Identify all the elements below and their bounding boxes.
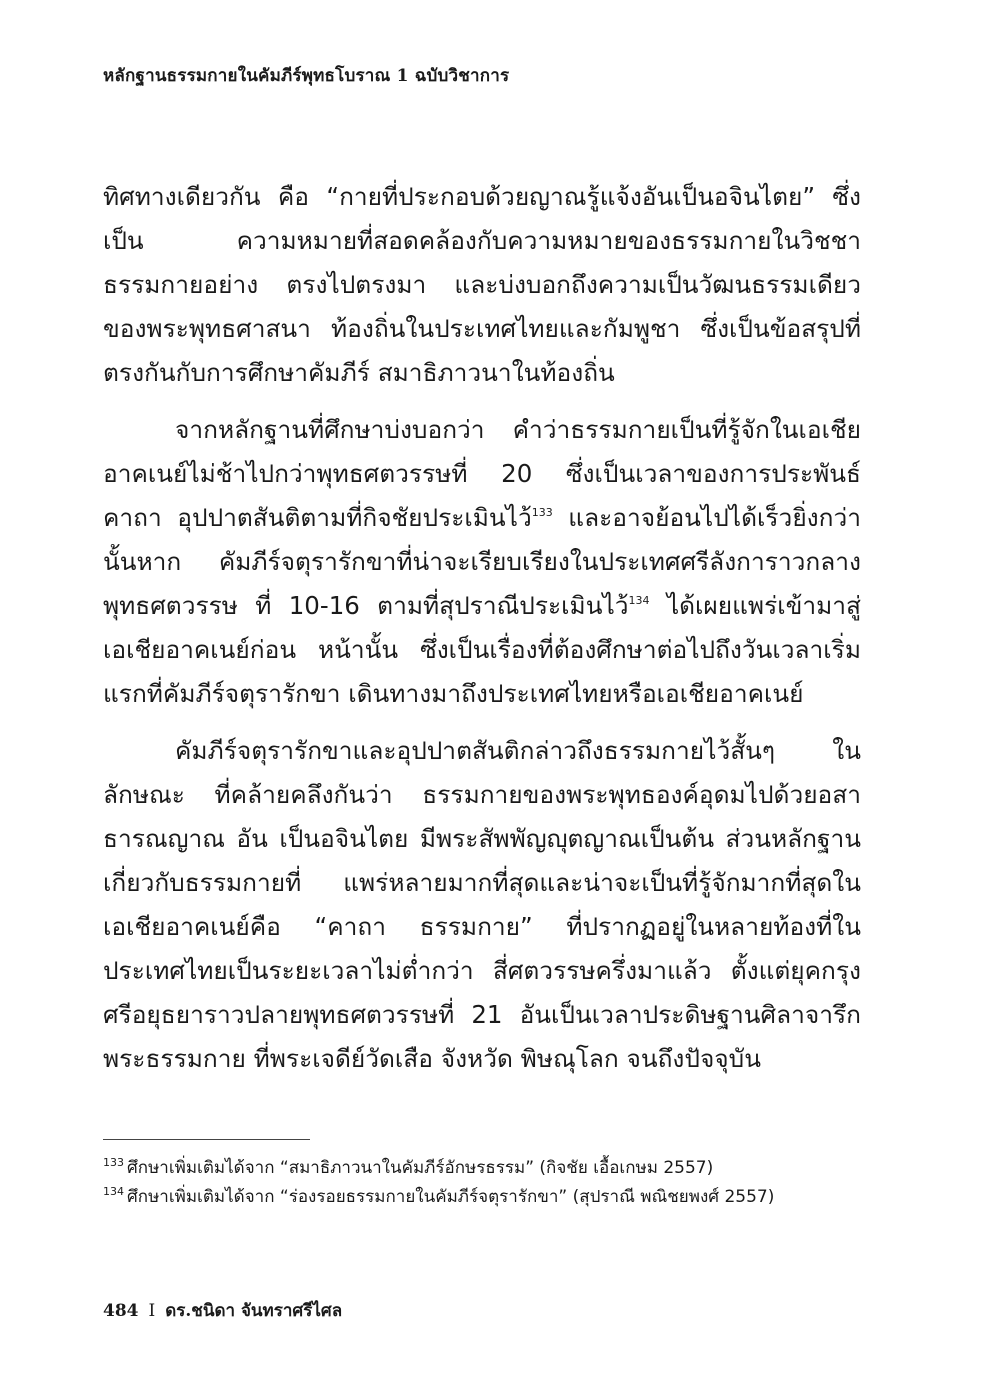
text-line: หน้านั้น ซึ่งเป็นเรื่องที่ต้องศึกษาต่อไปถึงวันเวลาเริ่มแรกที่คัมภีร์จตุรารักขา bbox=[103, 635, 861, 708]
text-line: ธรรมกาย” ที่ปรากฏอยู่ในหลายท้องที่ในประเทศไทยเป็นระยะเวลาไม่ต่ำกว่า bbox=[103, 912, 862, 985]
footnote-number: 134 bbox=[103, 1185, 124, 1198]
paragraph-scriptures bbox=[103, 729, 861, 1081]
text-line: ที่ 10-16 ตามที่สุปราณีประเมินไว้ bbox=[255, 591, 629, 620]
text-line: ตรงไปตรงมา และบ่งบอกถึงความเป็นวัฒนธรรมเดียวของพระพุทธศาสนา bbox=[103, 270, 861, 343]
footnote-divider bbox=[103, 1139, 310, 1140]
footnotes bbox=[103, 1154, 883, 1212]
footnote-ref-134[interactable]: 134 bbox=[628, 594, 650, 607]
footnote-text: ศึกษาเพิ่มเติมได้จาก “สมาธิภาวนาในคัมภีร์อักษรธรรม” (กิจชัย เอื้อเกษม 2557) bbox=[127, 1158, 714, 1178]
text-line: และอาจย้อนไปได้เร็วยิ่งกว่านั้นหาก bbox=[103, 503, 861, 576]
text-line: อาคเนย์ไม่ช้าไปกว่าพุทธศตวรรษที่ 20 ซึ่งเป็นเวลาของการประพันธ์คาถา bbox=[103, 459, 861, 532]
text-line: ท้องถิ่นในประเทศไทยและกัมพูชา ซึ่งเป็นข้อสรุปที่ตรงกันกับการศึกษาคัมภีร์ bbox=[103, 314, 861, 387]
paragraph-evidence bbox=[103, 408, 861, 716]
text-line: คัมภีร์จตุรารักขาที่น่าจะเรียบเรียงในประเทศศรีลังการาวกลางพุทธศตวรรษ bbox=[103, 547, 861, 620]
footnote-ref-133[interactable]: 133 bbox=[531, 506, 553, 519]
footnote-133 bbox=[103, 1154, 883, 1183]
text-line: แพร่หลายมากที่สุดและน่าจะเป็นที่รู้จักมากที่สุดในเอเชียอาคเนย์คือ “คาถา bbox=[103, 868, 861, 941]
text-line: สี่ศตวรรษครึ่งมาแล้ว ตั้งแต่ยุคกรุงศรีอยุธยาราวปลายพุทธศตวรรษที่ 21 bbox=[103, 956, 861, 1029]
running-head-title: หลักฐานธรรมกายในคัมภีร์พุทธโบราณ 1 ฉบับวิชาการ bbox=[103, 66, 510, 86]
footnote-134 bbox=[103, 1183, 883, 1212]
page-number: 484 bbox=[103, 1301, 139, 1321]
text-line: ทิศทางเดียวกัน คือ “กายที่ประกอบด้วยญาณรู้แจ้งอันเป็นอจินไตย” ซึ่งเป็น bbox=[103, 182, 861, 255]
text-line: ที่คล้ายคลึงกันว่า ธรรมกายของพระพุทธองค์อุดมไปด้วยอสาธารณญาณ อัน bbox=[103, 780, 861, 853]
text-line: สมาธิภาวนาในท้องถิ่น bbox=[377, 358, 615, 387]
paragraph-continuation bbox=[103, 175, 861, 395]
text-line: อุปปาตสันติตามที่กิจชัยประเมินไว้ bbox=[177, 503, 532, 532]
text-line: ได้เผยแพร่เข้ามาสู่เอเชียอาคเนย์ก่อน bbox=[103, 591, 861, 664]
author-name: ดร.ชนิดา จันทราศรีไศล bbox=[165, 1301, 343, 1321]
text-line: เป็นอจินไตย มีพระสัพพัญญุตญาณเป็นต้น ส่วนหลักฐานเกี่ยวกับธรรมกายที่ bbox=[103, 824, 861, 897]
text-line: คัมภีร์จตุรารักขาและอุปปาตสันติกล่าวถึงธรรมกายไว้สั้นๆ ในลักษณะ bbox=[103, 736, 861, 809]
text-line: ความหมายที่สอดคล้องกับความหมายของธรรมกายในวิชชาธรรมกายอย่าง bbox=[103, 226, 861, 299]
footnote-number: 133 bbox=[103, 1156, 124, 1169]
main-text bbox=[103, 175, 861, 1081]
footer-separator: I bbox=[148, 1301, 156, 1321]
text-line: อันเป็นเวลาประดิษฐานศิลาจารึกพระธรรมกาย ที่พระเจดีย์วัดเสือ จังหวัด bbox=[103, 1000, 861, 1073]
footnote-text: ศึกษาเพิ่มเติมได้จาก “ร่องรอยธรรมกายในคัมภีร์จตุรารักขา” (สุปราณี พณิชยพงศ์ 2557) bbox=[127, 1187, 775, 1207]
text-line: เดินทางมาถึงประเทศไทยหรือเอเชียอาคเนย์ bbox=[348, 679, 804, 708]
text-line: พิษณุโลก จนถึงปัจจุบัน bbox=[520, 1044, 761, 1073]
text-line: จากหลักฐานที่ศึกษาบ่งบอกว่า คำว่าธรรมกายเป็นที่รู้จักในเอเชีย bbox=[175, 415, 861, 444]
page-footer bbox=[103, 1297, 342, 1324]
